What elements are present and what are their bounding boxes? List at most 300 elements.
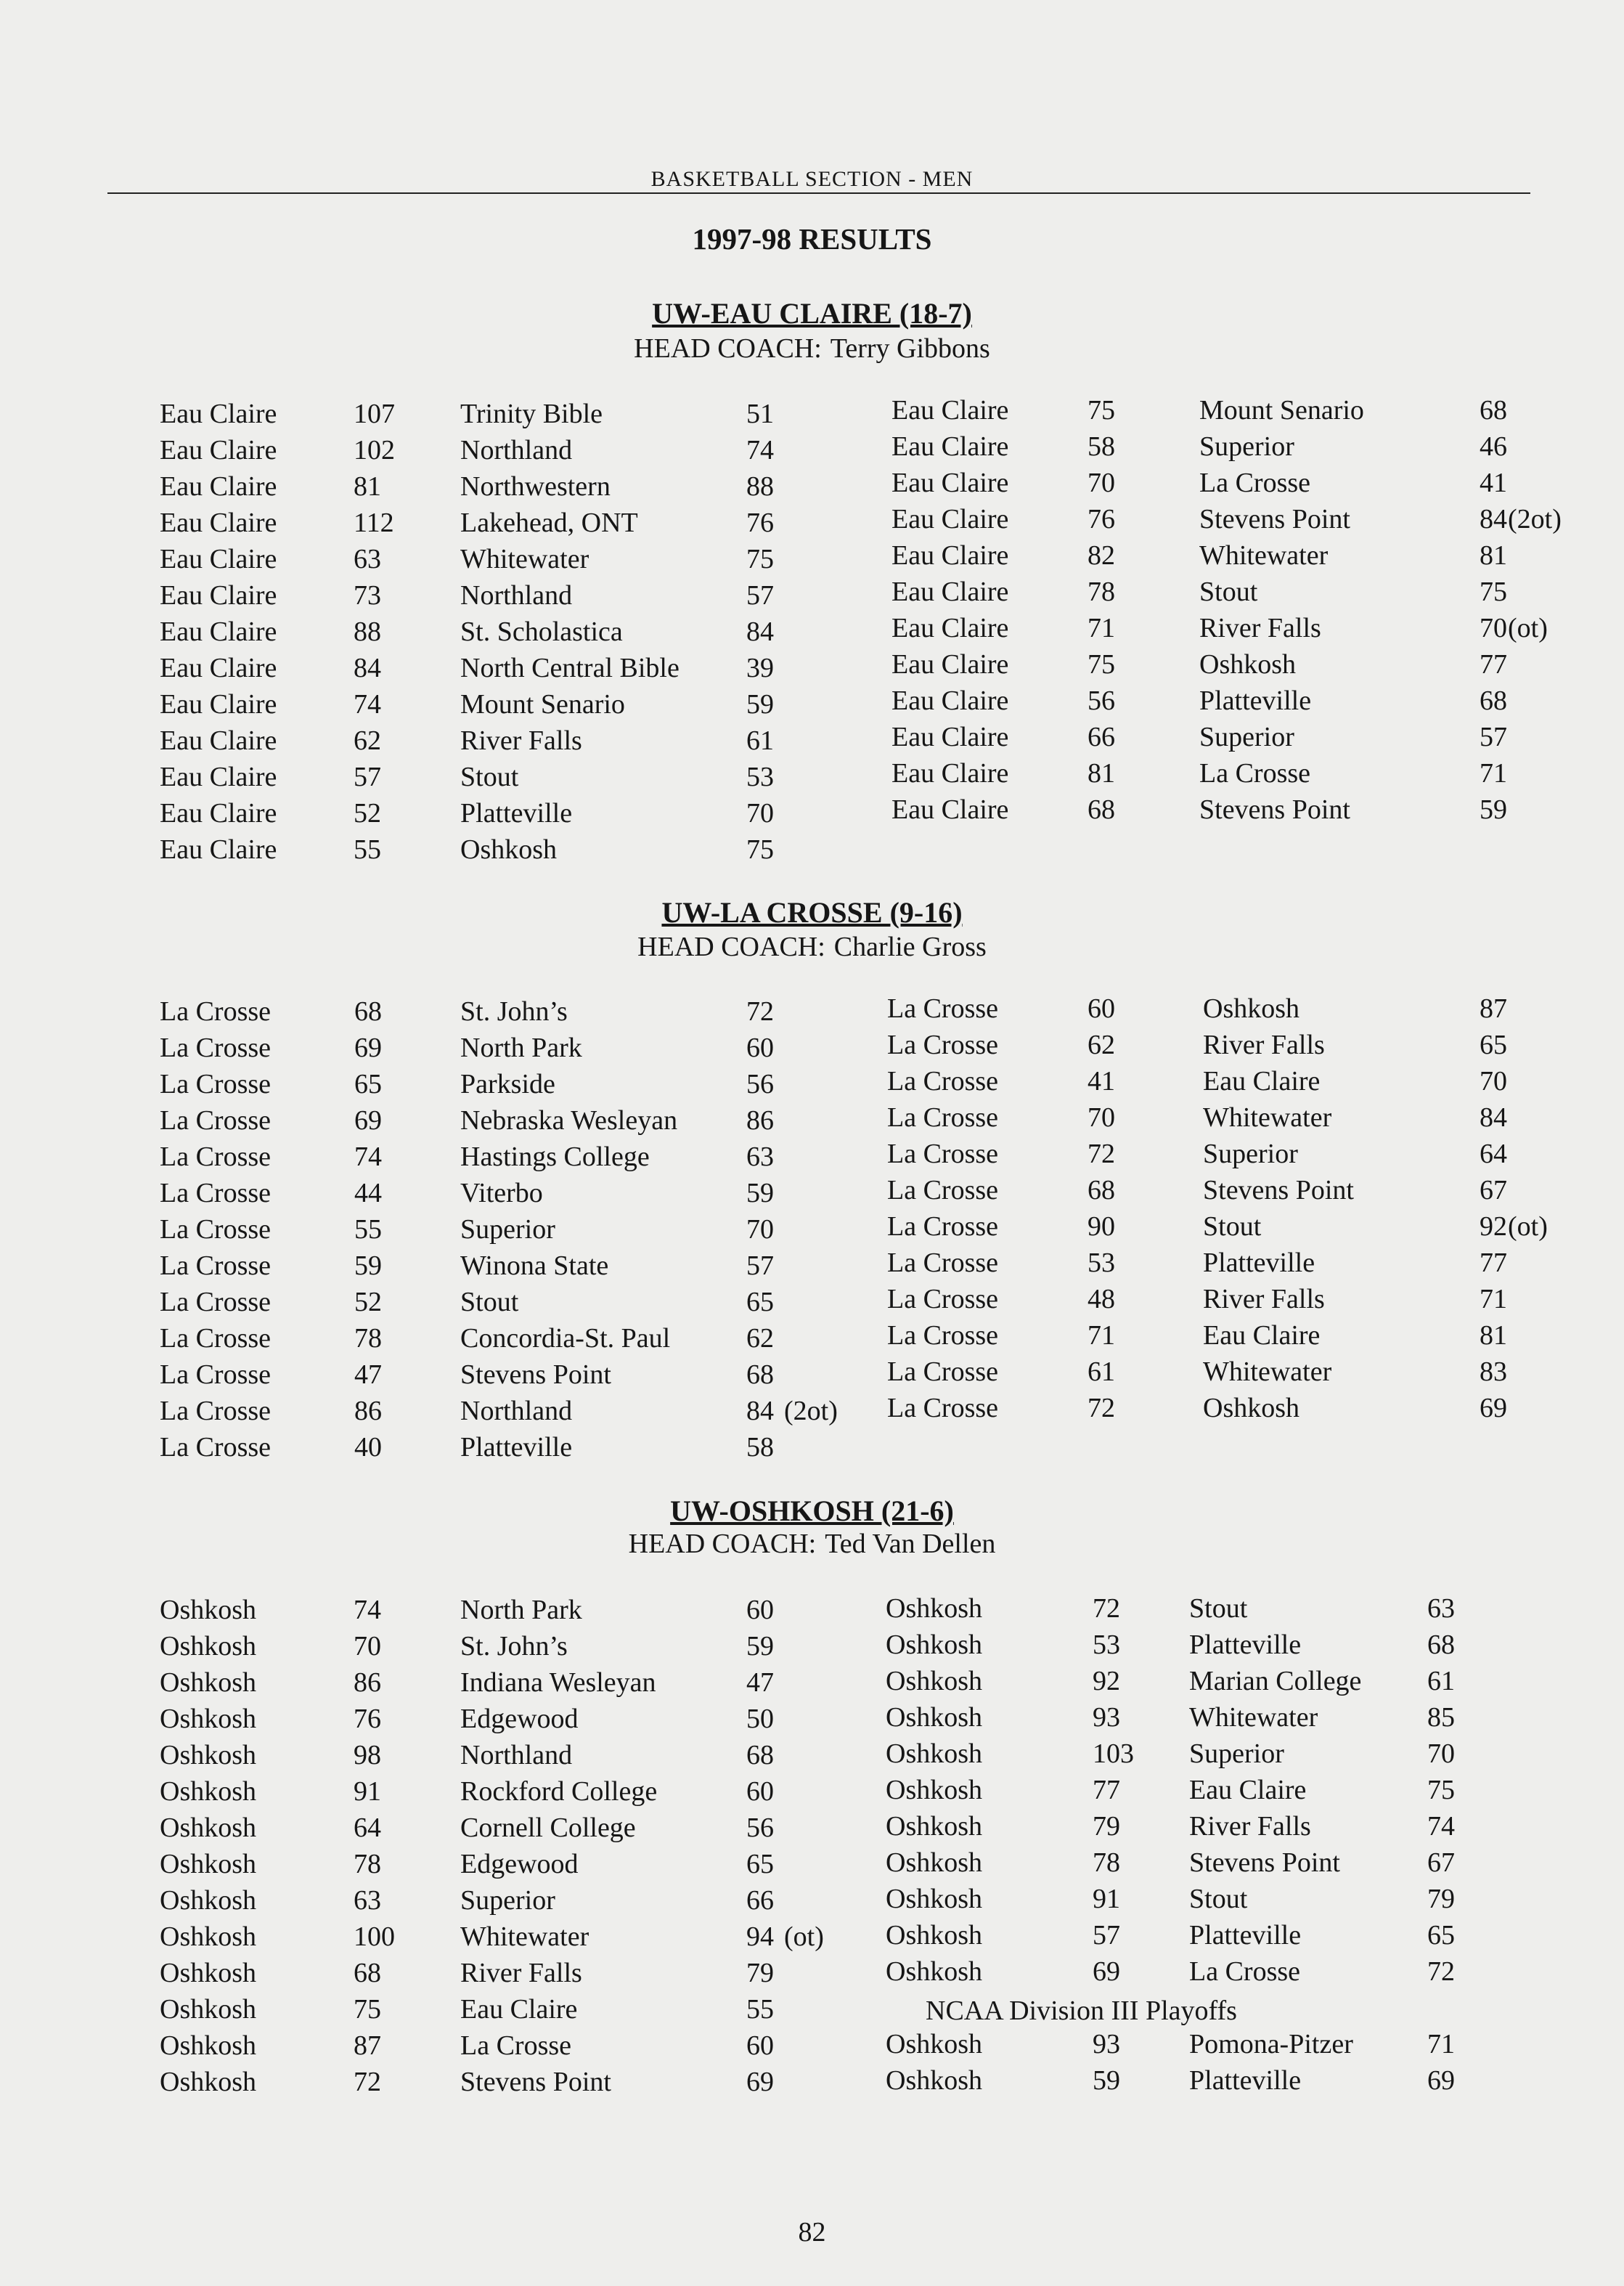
team: Oshkosh [160,2067,257,2097]
team-score: 40 [354,1432,382,1463]
team-score: 60 [1088,993,1115,1024]
opponent-score: 47 [746,1667,774,1698]
opponent-score: 75 [1427,1775,1455,1805]
team: La Crosse [160,1323,272,1354]
opponent-score: 67 [1427,1847,1455,1878]
opponent: North Central Bible [460,653,680,683]
team-score: 69 [1093,1956,1120,1987]
team-score: 55 [354,834,381,865]
opponent: Whitewater [1199,540,1329,571]
opponent: Stevens Point [460,1359,611,1390]
opponent-score: 88 [746,471,774,502]
opponent: Cornell College [460,1813,636,1843]
coach-name: Charlie Gross [833,932,987,962]
opponent-score: 59 [746,1631,774,1661]
opponent: Platteville [1189,1920,1302,1951]
opponent: Whitewater [1203,1102,1332,1133]
opponent: Stout [1189,1593,1248,1624]
team-score: 62 [1088,1030,1115,1060]
team-score: 103 [1093,1738,1134,1769]
opponent: Mount Senario [1199,395,1364,426]
team-score: 86 [354,1667,381,1698]
opponent: Superior [1189,1738,1284,1769]
opponent: Stout [1199,577,1258,607]
opponent-score: 65 [746,1287,774,1317]
header-divider [107,192,1530,194]
opponent: Superior [460,1885,555,1916]
opponent-score: 92 [1480,1211,1507,1242]
opponent: Platteville [1203,1248,1315,1278]
opponent-score: 57 [746,1250,774,1281]
overtime: (ot) [1508,1211,1548,1242]
opponent-score: 51 [746,399,774,429]
opponent: St. Scholastica [460,617,623,647]
team: Eau Claire [160,798,277,829]
team-score: 78 [1088,577,1115,607]
team-score: 56 [1088,686,1115,716]
team-score: 72 [1093,1593,1120,1624]
team-score: 68 [354,996,382,1027]
opponent-score: 72 [1427,1956,1455,1987]
team: Oshkosh [886,1775,983,1805]
opponent-score: 87 [1480,993,1507,1024]
team: Oshkosh [160,1704,257,1734]
opponent: Platteville [1199,686,1312,716]
opponent-score: 41 [1480,468,1507,498]
opponent-score: 59 [1480,794,1507,825]
team-title-la-crosse: UW-LA CROSSE (9-16) [661,896,963,929]
opponent-score: 70 [1480,1066,1507,1097]
opponent: Superior [1203,1139,1298,1169]
coach-name: Terry Gibbons [830,333,990,364]
team-score: 66 [1088,722,1115,752]
team-title-eau-claire: UW-EAU CLAIRE (18-7) [652,297,972,330]
opponent-score: 86 [746,1105,774,1136]
opponent-score: 60 [746,2030,774,2061]
team-score: 100 [354,1921,395,1952]
team: Eau Claire [891,504,1009,534]
opponent-score: 83 [1480,1356,1507,1387]
opponent-score: 68 [1480,395,1507,426]
team-score: 78 [354,1849,381,1879]
team: La Crosse [160,1396,272,1426]
opponent-score: 60 [746,1595,774,1625]
opponent: Nebraska Wesleyan [460,1105,678,1136]
team-score: 107 [354,399,395,429]
opponent: Stout [460,762,519,792]
overtime: (2ot) [1508,504,1562,534]
team: Eau Claire [891,468,1009,498]
opponent: Superior [460,1214,555,1245]
opponent-score: 57 [746,580,774,611]
opponent-score: 58 [746,1432,774,1463]
team: La Crosse [160,996,272,1027]
opponent: North Park [460,1595,582,1625]
opponent-score: 67 [1480,1175,1507,1205]
team: Eau Claire [160,617,277,647]
team: La Crosse [887,1284,999,1314]
opponent-score: 76 [746,508,774,538]
team-score: 68 [1088,794,1115,825]
team-score: 76 [1088,504,1115,534]
team: Eau Claire [160,435,277,465]
opponent: Viterbo [460,1178,543,1208]
opponent: Stout [460,1287,519,1317]
opponent-score: 57 [1480,722,1507,752]
team-score: 74 [354,1142,382,1172]
team: La Crosse [160,1069,272,1099]
opponent: Stevens Point [460,2067,611,2097]
team: Eau Claire [160,580,277,611]
team: La Crosse [160,1359,272,1390]
opponent: Superior [1199,431,1294,462]
team-score: 44 [354,1178,382,1208]
opponent: St. John’s [460,1631,568,1661]
opponent-score: 79 [1427,1884,1455,1914]
page-title: 1997-98 RESULTS [692,222,932,256]
opponent-score: 65 [1480,1030,1507,1060]
team-score: 71 [1088,1320,1115,1351]
playoffs-label: NCAA Division III Playoffs [926,1996,1237,2026]
team: Eau Claire [160,689,277,720]
team: Eau Claire [891,431,1009,462]
opponent-score: 68 [746,1740,774,1770]
opponent-score: 65 [1427,1920,1455,1951]
team-score: 72 [1088,1139,1115,1169]
team-score: 62 [354,725,381,756]
team-score: 87 [354,2030,381,2061]
team-score: 77 [1093,1775,1120,1805]
opponent: Concordia-St. Paul [460,1323,671,1354]
opponent: Oshkosh [460,834,558,865]
team: La Crosse [160,1178,272,1208]
team-score: 63 [354,1885,381,1916]
opponent-score: 65 [746,1849,774,1879]
team-score: 65 [354,1069,382,1099]
team: La Crosse [160,1033,272,1063]
team: La Crosse [887,1030,999,1060]
team: La Crosse [887,1248,999,1278]
opponent: Northland [460,1740,573,1770]
team: La Crosse [887,1175,999,1205]
team: Oshkosh [886,1884,983,1914]
opponent-score: 59 [746,689,774,720]
team-score: 70 [1088,468,1115,498]
opponent: Whitewater [1189,1702,1318,1733]
opponent-score: 84 [746,1396,774,1426]
team: La Crosse [160,1214,272,1245]
team: Oshkosh [886,1702,983,1733]
team-score: 86 [354,1396,382,1426]
opponent-score: 81 [1480,540,1507,571]
team: La Crosse [160,1287,272,1317]
team-score: 74 [354,689,381,720]
opponent: Edgewood [460,1849,579,1879]
team-score: 79 [1093,1811,1120,1842]
team: Eau Claire [160,653,277,683]
team-title-oshkosh: UW-OSHKOSH (21-6) [670,1494,954,1527]
team-score: 61 [1088,1356,1115,1387]
team: Oshkosh [886,2065,983,2096]
team: Oshkosh [886,1956,983,1987]
team: Eau Claire [160,544,277,574]
team-score: 98 [354,1740,381,1770]
team-score: 102 [354,435,395,465]
opponent-score: 50 [746,1704,774,1734]
opponent: Stevens Point [1203,1175,1354,1205]
opponent: Whitewater [460,544,589,574]
team-score: 91 [354,1776,381,1807]
team: La Crosse [160,1250,272,1281]
opponent-score: 69 [746,2067,774,2097]
team-score: 76 [354,1704,381,1734]
opponent: River Falls [460,1958,582,1988]
team-score: 53 [1088,1248,1115,1278]
coach-label: HEAD COACH: [637,932,825,962]
team: La Crosse [887,1320,999,1351]
coach-label: HEAD COACH: [628,1529,817,1559]
team: La Crosse [160,1105,272,1136]
opponent: Pomona-Pitzer [1189,2029,1353,2059]
opponent-score: 75 [1480,577,1507,607]
team-score: 69 [354,1105,382,1136]
team-score: 52 [354,798,381,829]
team-score: 78 [1093,1847,1120,1878]
team: Eau Claire [891,395,1009,426]
team: Oshkosh [160,1813,257,1843]
team-score: 72 [354,2067,381,2097]
team: La Crosse [887,1393,999,1423]
team-score: 70 [1088,1102,1115,1133]
opponent: Stevens Point [1189,1847,1340,1878]
team: Oshkosh [160,1776,257,1807]
opponent: La Crosse [1199,758,1311,789]
team-score: 68 [1088,1175,1115,1205]
opponent: Oshkosh [1203,993,1300,1024]
team: Eau Claire [160,725,277,756]
team: La Crosse [160,1432,272,1463]
opponent: Oshkosh [1199,649,1297,680]
opponent-score: 71 [1480,1284,1507,1314]
opponent: Oshkosh [1203,1393,1300,1423]
opponent-score: 68 [1427,1630,1455,1660]
opponent: Eau Claire [1203,1320,1321,1351]
coach-line-eau-claire [0,333,1624,365]
opponent-score: 75 [746,544,774,574]
team: Eau Claire [891,613,1009,643]
team-score: 90 [1088,1211,1115,1242]
opponent: Platteville [1189,1630,1302,1660]
opponent: Platteville [460,1432,573,1463]
opponent-score: 69 [1480,1393,1507,1423]
opponent: Parkside [460,1069,555,1099]
opponent: La Crosse [460,2030,572,2061]
opponent-score: 53 [746,762,774,792]
team: Oshkosh [886,1738,983,1769]
team-score: 57 [1093,1920,1120,1951]
opponent: Stout [1189,1884,1248,1914]
team-score: 74 [354,1595,381,1625]
overtime: (ot) [1508,613,1548,643]
opponent: La Crosse [1189,1956,1301,1987]
team-score: 72 [1088,1393,1115,1423]
team-score: 75 [1088,649,1115,680]
opponent: Whitewater [460,1921,589,1952]
opponent-score: 94 [746,1921,774,1952]
team: Oshkosh [160,2030,257,2061]
team: La Crosse [887,1066,999,1097]
opponent-score: 68 [746,1359,774,1390]
opponent: North Park [460,1033,582,1063]
opponent-score: 84 [1480,1102,1507,1133]
team-score: 68 [354,1958,381,1988]
team: Oshkosh [160,1667,257,1698]
team: Oshkosh [886,1920,983,1951]
team: Oshkosh [160,1631,257,1661]
opponent: Trinity Bible [460,399,603,429]
opponent: Eau Claire [1189,1775,1307,1805]
team: Eau Claire [891,649,1009,680]
opponent: Superior [1199,722,1294,752]
coach-line-la-crosse [0,931,1624,963]
opponent-score: 39 [746,653,774,683]
opponent-score: 66 [746,1885,774,1916]
team-score: 93 [1093,2029,1120,2059]
opponent-score: 62 [746,1323,774,1354]
opponent: River Falls [1189,1811,1311,1842]
opponent: River Falls [460,725,582,756]
opponent-score: 74 [1427,1811,1455,1842]
opponent-score: 71 [1427,2029,1455,2059]
opponent: Winona State [460,1250,609,1281]
team-score: 58 [1088,431,1115,462]
opponent: Stout [1203,1211,1262,1242]
team-score: 91 [1093,1884,1120,1914]
opponent: Whitewater [1203,1356,1332,1387]
opponent: Marian College [1189,1666,1362,1696]
team-score: 59 [354,1250,382,1281]
opponent-score: 70 [1427,1738,1455,1769]
team: Eau Claire [891,722,1009,752]
coach-name: Ted Van Dellen [825,1529,996,1559]
section-label: BASKETBALL SECTION - MEN [650,167,974,191]
team-score: 47 [354,1359,382,1390]
team-score: 81 [354,471,381,502]
team-score: 81 [1088,758,1115,789]
opponent: Platteville [1189,2065,1302,2096]
team: Eau Claire [891,686,1009,716]
opponent: Hastings College [460,1142,650,1172]
opponent: La Crosse [1199,468,1311,498]
team: Oshkosh [886,1593,983,1624]
team-score: 75 [354,1994,381,2025]
team: La Crosse [887,1356,999,1387]
team-score: 75 [1088,395,1115,426]
opponent-score: 77 [1480,649,1507,680]
team-score: 48 [1088,1284,1115,1314]
opponent-score: 72 [746,996,774,1027]
opponent-score: 77 [1480,1248,1507,1278]
opponent-score: 84 [1480,504,1507,534]
team-score: 41 [1088,1066,1115,1097]
team-score: 112 [354,508,394,538]
opponent-score: 46 [1480,431,1507,462]
team-score: 73 [354,580,381,611]
team-score: 59 [1093,2065,1120,2096]
opponent: Northland [460,1396,573,1426]
team: La Crosse [160,1142,272,1172]
opponent: Northwestern [460,471,611,502]
opponent: Stevens Point [1199,504,1350,534]
page-number: 82 [798,2217,826,2248]
opponent: Eau Claire [460,1994,578,2025]
team: Oshkosh [160,1921,257,1952]
opponent-score: 70 [746,1214,774,1245]
opponent-score: 59 [746,1178,774,1208]
team: Eau Claire [160,399,277,429]
opponent-score: 61 [746,725,774,756]
opponent: Indiana Wesleyan [460,1667,656,1698]
opponent-score: 55 [746,1994,774,2025]
opponent: St. John’s [460,996,568,1027]
opponent-score: 69 [1427,2065,1455,2096]
opponent-score: 56 [746,1813,774,1843]
opponent-score: 70 [746,798,774,829]
opponent: Edgewood [460,1704,579,1734]
team: Oshkosh [886,1811,983,1842]
team-score: 57 [354,762,381,792]
team-score: 92 [1093,1666,1120,1696]
opponent: Northland [460,580,573,611]
team: Eau Claire [891,794,1009,825]
team: Eau Claire [160,508,277,538]
opponent-score: 60 [746,1033,774,1063]
opponent-score: 68 [1480,686,1507,716]
opponent: Eau Claire [1203,1066,1321,1097]
team-score: 55 [354,1214,382,1245]
team: La Crosse [887,1211,999,1242]
team: Oshkosh [886,1847,983,1878]
opponent-score: 75 [746,834,774,865]
opponent-score: 60 [746,1776,774,1807]
team-score: 69 [354,1033,382,1063]
opponent-score: 81 [1480,1320,1507,1351]
opponent-score: 71 [1480,758,1507,789]
opponent: River Falls [1199,613,1321,643]
team-score: 64 [354,1813,381,1843]
team: Oshkosh [160,1740,257,1770]
team: Eau Claire [891,758,1009,789]
opponent-score: 79 [746,1958,774,1988]
team-score: 52 [354,1287,382,1317]
team: Oshkosh [160,1994,257,2025]
coach-line-oshkosh [0,1528,1624,1560]
team: Eau Claire [891,577,1009,607]
team: Oshkosh [886,1666,983,1696]
team: Oshkosh [160,1595,257,1625]
opponent-score: 61 [1427,1666,1455,1696]
opponent: River Falls [1203,1284,1325,1314]
opponent: Stevens Point [1199,794,1350,825]
overtime: (2ot) [784,1396,838,1426]
team-score: 71 [1088,613,1115,643]
opponent: Platteville [460,798,573,829]
team: La Crosse [887,1102,999,1133]
opponent-score: 56 [746,1069,774,1099]
opponent: River Falls [1203,1030,1325,1060]
team-score: 53 [1093,1630,1120,1660]
team-score: 88 [354,617,381,647]
